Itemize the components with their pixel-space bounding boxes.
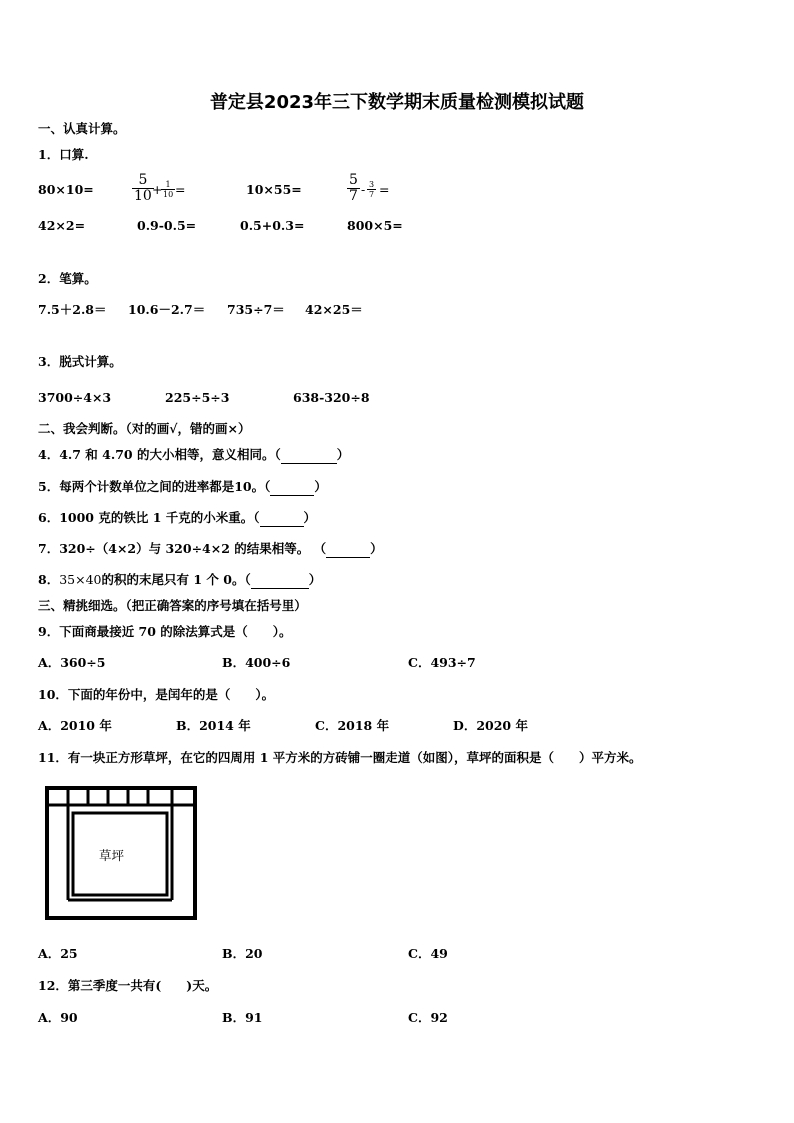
fraction-denominator: 10 [163,190,174,199]
q10-option-b[interactable]: B．2014 年 [176,718,251,733]
q5-statement [38,479,327,496]
equals-sign: = [175,182,186,197]
plus-sign: + [152,182,163,197]
q6-close: ） [303,510,317,525]
fraction-numerator: 3 [369,180,375,189]
minus-sign: - [361,182,366,197]
q8-expression: 35×40 [59,572,102,587]
fraction-numerator: 5 [349,172,358,188]
q3-item: 225÷5÷3 [165,390,230,405]
q7-text: 7．320÷（4×2）与 320÷4×2 的结果相等。 （ [38,541,327,556]
q9-option-c[interactable]: C．493÷7 [408,655,476,670]
fraction-denominator: 7 [349,188,358,204]
q10-option-a[interactable]: A．2010 年 [38,718,112,733]
q2-item: 10.6－2.7＝ [128,302,206,317]
answer-blank[interactable] [326,541,370,558]
q3-item: 3700÷4×3 [38,390,112,405]
q3-label: 3．脱式计算。 [38,354,122,369]
q11-option-c[interactable]: C．49 [408,946,448,961]
fraction-denominator: 10 [134,188,152,204]
q2-item: 735÷7＝ [227,302,285,317]
q1-fraction-5-10 [132,173,154,204]
answer-blank[interactable] [270,479,314,496]
fraction-denominator: 7 [369,190,375,199]
section-3-heading: 三、精挑细选。（把正确答案的序号填在括号里） [38,598,307,613]
q9-text: 9．下面商最接近 70 的除法算式是（ ）。 [38,624,292,639]
q11-text: 11．有一块正方形草坪，在它的四周用 1 平方米的方砖铺一圈走道（如图），草坪的面积是（ ）平方米。 [38,750,642,765]
q1-fraction-1-10 [161,180,175,199]
q11-option-b[interactable]: B．20 [222,946,263,961]
q12-option-c[interactable]: C．92 [408,1010,448,1025]
answer-blank[interactable] [251,572,309,589]
q1-item-1: 80×10= [38,182,94,197]
q9-option-b[interactable]: B．400÷6 [222,655,291,670]
q5-text: 5．每两个计数单位之间的进率都是10。（ [38,479,271,494]
q3-item: 638-320÷8 [293,390,370,405]
q7-statement [38,541,383,558]
section-2-heading: 二、我会判断。（对的画√，错的画×） [38,421,251,436]
q12-option-b[interactable]: B．91 [222,1010,263,1025]
q5-close: ） [314,479,327,494]
q10-option-c[interactable]: C．2018 年 [315,718,390,733]
answer-blank[interactable] [281,447,337,464]
lawn-label: 草坪 [99,848,125,863]
q4-text: 4．4.7 和 4.70 的大小相等，意义相同。（ [38,447,281,462]
q2-item: 42×25＝ [305,302,363,317]
q6-statement [38,510,316,527]
q8-prefix: 8． [38,572,60,587]
page-title: 普定县2023年三下数学期末质量检测模拟试题 [209,92,585,113]
section-1-heading: 一、认真计算。 [38,121,126,136]
q1-fraction-3-7 [367,180,376,199]
q1-fraction-5-7 [347,173,360,204]
q11-option-a[interactable]: A．25 [38,946,78,961]
q8-statement [38,572,321,589]
q10-option-d[interactable]: D．2020 年 [453,718,528,733]
fraction-numerator: 5 [138,172,148,188]
q1-item-8: 800×5= [347,218,403,233]
q2-label: 2．笔算。 [38,271,97,286]
q4-statement [38,447,349,464]
q12-option-a[interactable]: A．90 [38,1010,78,1025]
q10-text: 10．下面的年份中，是闰年的是（ ）。 [38,687,275,702]
q2-item: 7.5＋2.8＝ [38,302,107,317]
q1-item-3: 10×55= [246,182,302,197]
q1-item-5: 42×2= [38,218,86,233]
q6-text: 6．1000 克的铁比 1 千克的小米重。（ [38,510,260,525]
q12-text: 12．第三季度一共有( )天。 [38,978,218,993]
q8-close: ） [308,572,322,587]
fraction-numerator: 1 [165,180,171,189]
q7-close: ） [370,541,383,556]
answer-blank[interactable] [260,510,304,527]
q1-item-6: 0.9-0.5= [137,218,197,233]
equals-sign: = [379,182,390,197]
q1-item-7: 0.5+0.3= [240,218,305,233]
q8-text: 的积的末尾只有 1 个 0。（ [101,572,251,587]
q9-option-a[interactable]: A．360÷5 [38,655,106,670]
q1-label: 1．口算. [38,147,89,162]
q4-close: ） [336,447,350,462]
